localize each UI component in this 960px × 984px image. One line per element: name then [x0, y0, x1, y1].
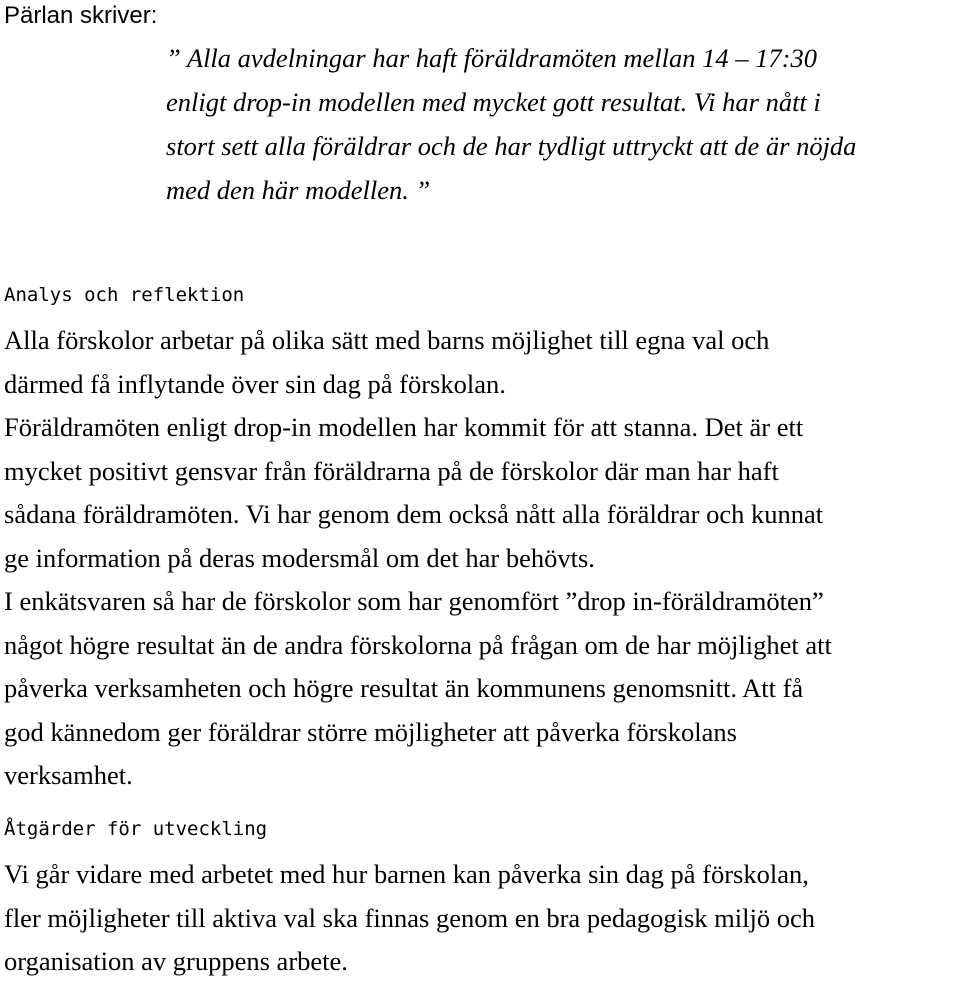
analysis-line: mycket positivt gensvar från föräldrarna på de förskolor där man har haft: [4, 455, 779, 486]
quote-line: enligt drop-in modellen med mycket gott resultat. Vi har nått i: [166, 87, 821, 117]
analysis-line: Föräldramöten enligt drop-in modellen har kommit för att stanna. Det är ett: [4, 412, 804, 442]
section-heading-actions: Åtgärder för utveckling: [4, 818, 268, 840]
quote-line: med den här modellen. ”: [166, 175, 431, 205]
actions-paragraph: [4, 853, 954, 984]
analysis-paragraphs: [4, 319, 954, 798]
analysis-line: påverka verksamheten och högre resultat än kommunens genomsnitt. Att få: [4, 673, 804, 703]
analysis-line: I enkätsvaren så har de förskolor som har genomfört ”drop in-föräldramöten”: [4, 586, 824, 616]
analysis-line: därmed få inflytande över sin dag på förskolan.: [4, 368, 506, 399]
actions-line: organisation av gruppens arbete.: [4, 946, 348, 976]
actions-line: fler möjligheter till aktiva val ska finnas genom en bra pedagogisk miljö och: [4, 902, 815, 933]
intro-label: Pärlan skriver:: [4, 2, 158, 29]
analysis-line: ge information på deras modersmål om det har behövts.: [4, 542, 595, 573]
analysis-line: verksamhet.: [4, 760, 133, 790]
analysis-line: Alla förskolor arbetar på olika sätt med barns möjlighet till egna val och: [4, 325, 770, 355]
parent-quote: [166, 36, 956, 212]
quote-line: stort sett alla föräldrar och de har tydligt uttryckt att de är nöjda: [166, 131, 857, 161]
section-heading-analysis: Analys och reflektion: [4, 284, 245, 306]
analysis-line: god kännedom ger föräldrar större möjligheter att påverka förskolans: [4, 716, 737, 747]
actions-line: Vi går vidare med arbetet med hur barnen kan påverka sin dag på förskolan,: [4, 859, 809, 889]
analysis-line: något högre resultat än de andra förskolorna på frågan om de har möjlighet att: [4, 629, 832, 660]
quote-line: ” Alla avdelningar har haft föräldramöten mellan 14 – 17:30: [166, 43, 817, 73]
analysis-line: sådana föräldramöten. Vi har genom dem också nått alla föräldrar och kunnat: [4, 499, 824, 529]
